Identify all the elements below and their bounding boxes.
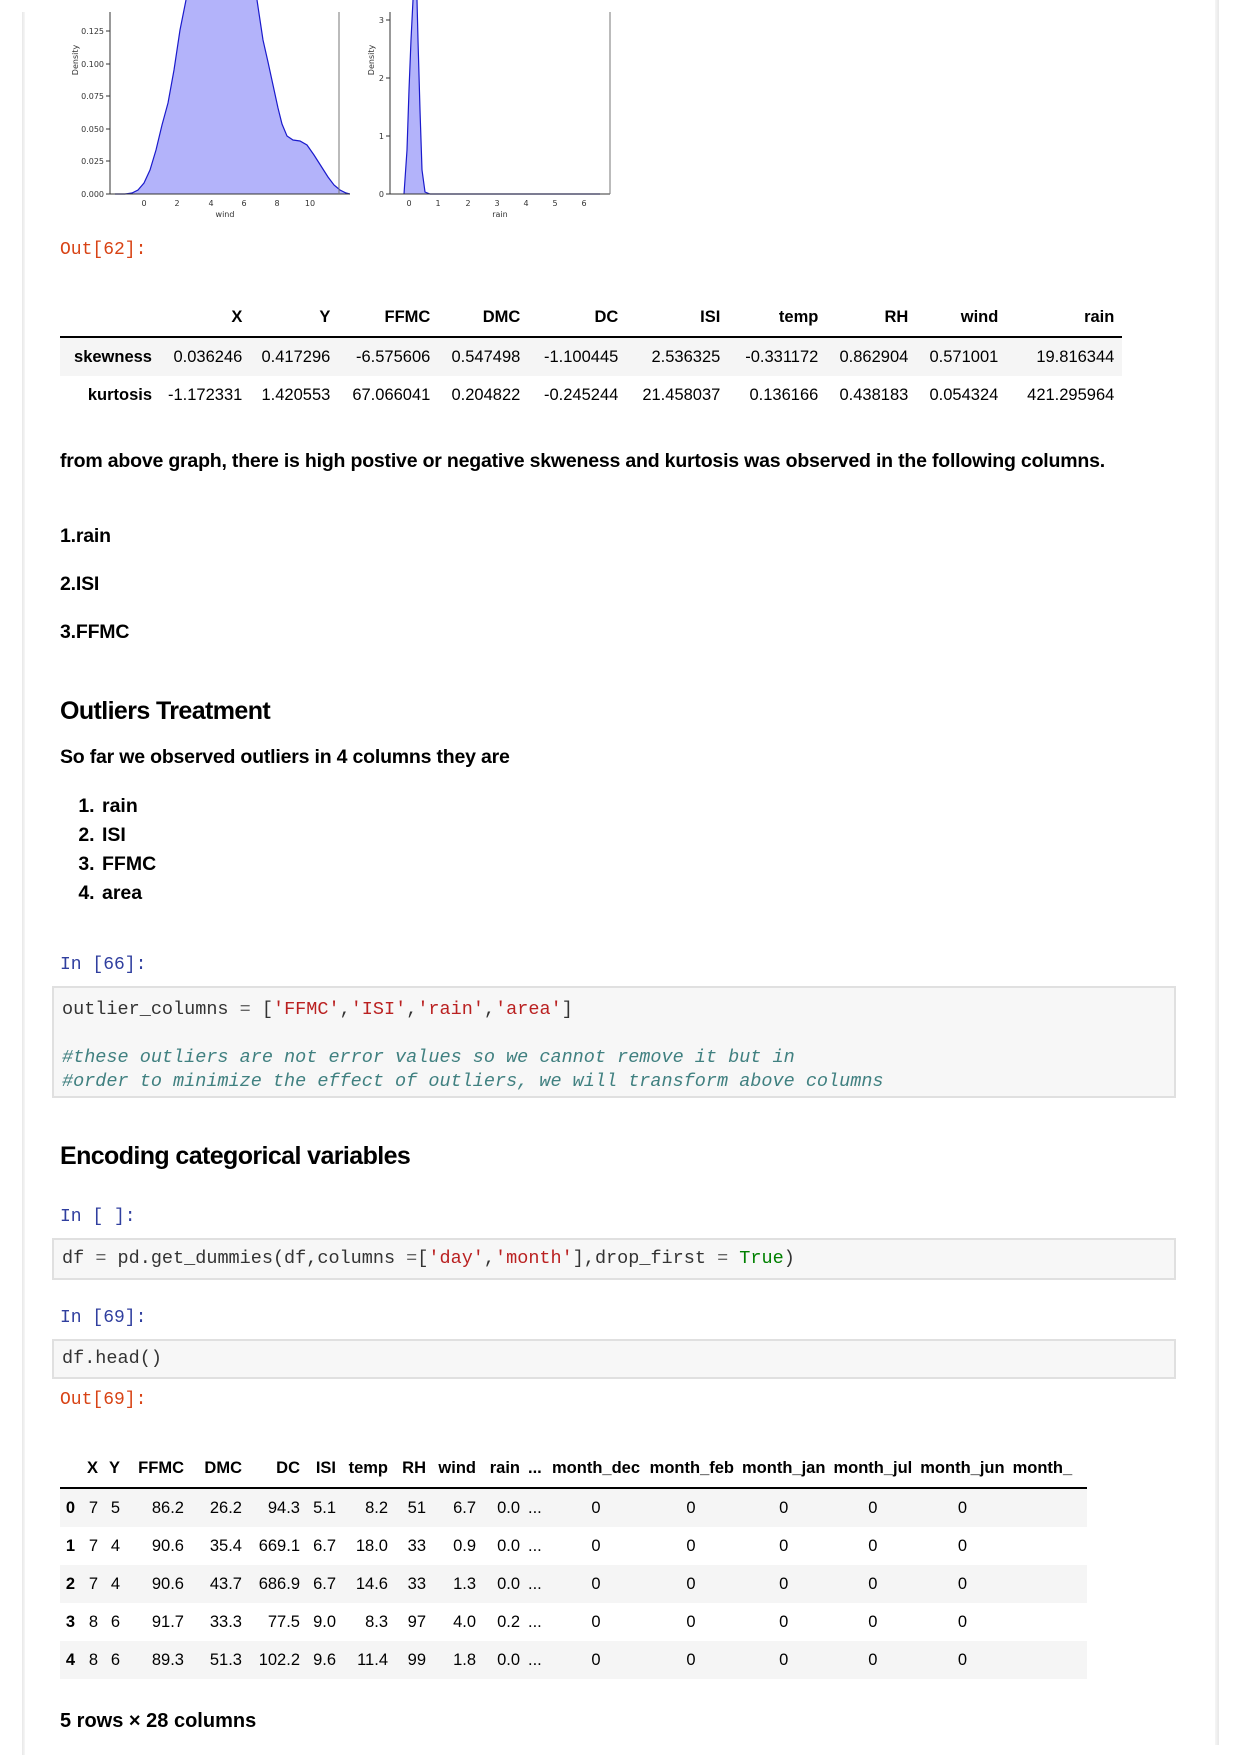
xtick: 2 xyxy=(465,199,471,208)
table-cell: 89.3 xyxy=(151,1650,184,1669)
table-cell: -1.172331 xyxy=(168,385,243,404)
row-index: 1 xyxy=(65,1536,75,1555)
code-token: 'FFMC' xyxy=(272,999,340,1020)
table-cell: 6.7 xyxy=(313,1574,336,1593)
table-cell: 0 xyxy=(868,1612,878,1631)
column-header: FFMC xyxy=(338,298,438,337)
table-cell: 0 xyxy=(779,1498,789,1517)
table-cell: 1.3 xyxy=(453,1574,476,1593)
table-cell: 0.571001 xyxy=(929,347,999,366)
y-axis-label: Density xyxy=(71,44,80,76)
column-header: wind xyxy=(430,1449,480,1488)
code-comment: #order to minimize the effect of outliers, we will transform above columns xyxy=(62,1071,884,1092)
table-cell xyxy=(1009,1641,1087,1679)
table-cell: 0 xyxy=(779,1574,789,1593)
table-cell: 0 xyxy=(957,1536,968,1555)
table-cell: ... xyxy=(528,1612,542,1631)
table-cell: 35.4 xyxy=(209,1536,242,1555)
ytick: 0.125 xyxy=(81,27,104,36)
list-item: 3. FFMC xyxy=(100,850,156,879)
code-token: 'day' xyxy=(428,1248,484,1269)
table-cell: 9.0 xyxy=(313,1612,336,1631)
ytick: 3 xyxy=(378,16,384,25)
table-cell: 0.417296 xyxy=(261,347,331,366)
code-cell-69[interactable] xyxy=(52,1339,1176,1379)
column-header: temp xyxy=(728,298,826,337)
df-shape-caption: 5 rows × 28 columns xyxy=(60,1710,257,1732)
column-header: DMC xyxy=(188,1449,246,1488)
table-cell: 0 xyxy=(591,1498,601,1517)
out-prompt-62: Out[62]: xyxy=(60,240,147,260)
column-header: month_jun xyxy=(916,1449,1008,1488)
table-cell: 7 xyxy=(88,1498,98,1517)
column-header: rain xyxy=(1006,298,1122,337)
table-cell: 19.816344 xyxy=(1036,347,1115,366)
code-token: , xyxy=(339,999,351,1020)
row-index: 3 xyxy=(65,1612,75,1631)
table-cell: 6.7 xyxy=(313,1536,336,1555)
skew-item-2: 2.ISI xyxy=(60,573,100,595)
column-header: RH xyxy=(826,298,916,337)
code-token xyxy=(728,1248,739,1269)
column-header: ... xyxy=(524,1449,548,1488)
table-cell: 102.2 xyxy=(258,1650,300,1669)
table-cell: 0.0 xyxy=(497,1650,520,1669)
row-index: 0 xyxy=(65,1498,75,1517)
list-item: 1. rain xyxy=(100,792,156,821)
column-header: Y xyxy=(250,298,338,337)
table-row xyxy=(60,1603,1087,1641)
ytick: 0.075 xyxy=(81,92,104,101)
code-comment: #these outliers are not error values so we cannot remove it but in xyxy=(62,1047,795,1068)
in-prompt-empty: In [ ]: xyxy=(60,1207,136,1227)
column-header: DMC xyxy=(438,298,528,337)
code-token: 'month' xyxy=(495,1248,573,1269)
table-cell xyxy=(1009,1603,1087,1641)
column-header: month_jan xyxy=(738,1449,829,1488)
table-cell: 0.054324 xyxy=(929,385,999,404)
wind-density-plot xyxy=(60,0,350,225)
table-cell: 0.036246 xyxy=(173,347,243,366)
xtick: 1 xyxy=(435,199,441,208)
table-cell: 0 xyxy=(686,1650,696,1669)
column-header: rain xyxy=(480,1449,524,1488)
column-header: X xyxy=(78,1449,102,1488)
column-header: ISI xyxy=(304,1449,340,1488)
table-cell: 0 xyxy=(686,1612,696,1631)
df-head-output xyxy=(60,1449,1176,1679)
table-cell: 21.458037 xyxy=(642,385,721,404)
code-token: , xyxy=(406,999,418,1020)
code-blank-line xyxy=(62,1022,1166,1046)
table-cell: ... xyxy=(528,1650,542,1669)
table-header-row xyxy=(60,1449,1087,1488)
code-token: = xyxy=(717,1248,729,1269)
code-token: = xyxy=(406,1248,418,1269)
code-cell-66[interactable] xyxy=(52,986,1176,1098)
column-header xyxy=(60,298,160,337)
column-header: ISI xyxy=(626,298,728,337)
table-cell xyxy=(1009,1527,1087,1565)
in-prompt-66: In [66]: xyxy=(60,955,147,975)
table-cell: 0.136166 xyxy=(749,385,819,404)
table-cell: 0.547498 xyxy=(451,347,521,366)
table-cell: 0.0 xyxy=(497,1498,520,1517)
table-cell: 0.2 xyxy=(497,1612,520,1631)
table-cell: 7 xyxy=(88,1574,98,1593)
table-cell: 14.6 xyxy=(355,1574,388,1593)
table-cell: 2.536325 xyxy=(651,347,721,366)
x-axis-label: wind xyxy=(215,210,235,219)
table-cell: 0.0 xyxy=(497,1536,520,1555)
column-header: month_jul xyxy=(829,1449,916,1488)
table-cell xyxy=(1009,1488,1087,1527)
table-cell: -0.331172 xyxy=(745,347,819,366)
table-cell: 0 xyxy=(591,1536,601,1555)
list-item: 4. area xyxy=(100,879,156,908)
table-cell: 0 xyxy=(591,1650,601,1669)
table-cell: 91.7 xyxy=(151,1612,184,1631)
table-cell: 0 xyxy=(957,1650,968,1669)
xtick: 2 xyxy=(174,199,180,208)
analysis-paragraph: from above graph, there is high postive or negative skweness and kurtosis was observed in the following columns. xyxy=(60,450,1105,472)
table-cell: 90.6 xyxy=(151,1536,184,1555)
column-header: temp xyxy=(340,1449,392,1488)
code-token: 'area' xyxy=(495,999,562,1020)
table-cell: 4 xyxy=(110,1574,120,1593)
code-line xyxy=(62,998,1166,1022)
table-row xyxy=(60,1565,1087,1603)
code-token: [ xyxy=(250,999,273,1020)
table-cell: 0 xyxy=(591,1574,601,1593)
ytick: 0 xyxy=(378,190,384,199)
table-cell: 0 xyxy=(957,1574,968,1593)
table-cell: 1.8 xyxy=(453,1650,476,1669)
table-cell: 43.7 xyxy=(209,1574,242,1593)
table-row xyxy=(60,337,1122,376)
table-header-row xyxy=(60,298,1122,337)
table-cell: ... xyxy=(528,1498,542,1517)
table-cell: 0.862904 xyxy=(839,347,909,366)
outliers-heading: Outliers Treatment xyxy=(60,697,271,725)
table-row xyxy=(60,1641,1087,1679)
ytick: 2 xyxy=(378,74,384,83)
ytick: 1 xyxy=(378,132,384,141)
code-line: df.head() xyxy=(62,1348,162,1369)
table-cell: 669.1 xyxy=(258,1536,300,1555)
table-cell: 33 xyxy=(407,1574,426,1593)
table-cell: 0.9 xyxy=(453,1536,476,1555)
xtick: 4 xyxy=(208,199,214,208)
xtick: 0 xyxy=(406,199,412,208)
column-header: DC xyxy=(246,1449,304,1488)
table-cell: 0 xyxy=(868,1650,878,1669)
column-header: FFMC xyxy=(124,1449,188,1488)
table-cell: 0.204822 xyxy=(451,385,521,404)
ytick: 0.050 xyxy=(81,125,104,134)
table-cell: 0 xyxy=(686,1574,696,1593)
in-prompt-69: In [69]: xyxy=(60,1308,147,1328)
table-cell: 4.0 xyxy=(453,1612,476,1631)
code-token: ] xyxy=(561,999,573,1020)
code-token: 'ISI' xyxy=(350,999,407,1020)
y-axis-label: Density xyxy=(367,44,376,76)
column-header: DC xyxy=(528,298,626,337)
code-cell-get-dummies[interactable] xyxy=(52,1238,1176,1280)
table-cell: 26.2 xyxy=(209,1498,242,1517)
table-cell: 33.3 xyxy=(209,1612,242,1631)
code-token: df xyxy=(62,1248,96,1269)
table-cell: 0 xyxy=(779,1650,789,1669)
outlier-columns-list xyxy=(60,792,156,908)
table-row xyxy=(60,1527,1087,1565)
table-cell: 1.420553 xyxy=(261,385,331,404)
table-cell: 67.066041 xyxy=(352,385,431,404)
table-cell: 0 xyxy=(779,1536,789,1555)
encoding-heading: Encoding categorical variables xyxy=(60,1142,411,1170)
row-index: kurtosis xyxy=(87,385,152,404)
table-cell: 97 xyxy=(407,1612,426,1631)
code-token: [ xyxy=(417,1248,429,1269)
page-right-edge xyxy=(1215,0,1219,1745)
code-token: pd.get_dummies(df,columns xyxy=(106,1248,407,1269)
table-cell: 686.9 xyxy=(258,1574,300,1593)
table-cell: 0 xyxy=(957,1612,968,1631)
ytick: 0.025 xyxy=(81,157,104,166)
table-cell: 77.5 xyxy=(267,1612,300,1631)
column-header xyxy=(60,1449,78,1488)
table-cell: 0 xyxy=(686,1498,696,1517)
table-cell: 11.4 xyxy=(357,1650,388,1669)
xtick: 6 xyxy=(581,199,587,208)
table-cell: 0 xyxy=(957,1498,968,1517)
table-cell: 8.2 xyxy=(365,1498,388,1517)
table-cell: 99 xyxy=(407,1650,426,1669)
table-cell xyxy=(1009,1565,1087,1603)
x-axis-label: rain xyxy=(492,210,508,219)
column-header: RH xyxy=(392,1449,430,1488)
xtick: 3 xyxy=(494,199,500,208)
code-token: outlier_columns xyxy=(62,999,240,1020)
list-item: 2. ISI xyxy=(100,821,156,850)
out-prompt-69: Out[69]: xyxy=(60,1390,147,1410)
code-token: ],drop_first xyxy=(572,1248,718,1269)
table-cell: 0 xyxy=(868,1574,878,1593)
table-cell: 4 xyxy=(110,1536,120,1555)
row-index: 4 xyxy=(65,1650,75,1669)
ytick: 0.000 xyxy=(81,190,104,199)
table-cell: 0.438183 xyxy=(839,385,909,404)
table-cell: 94.3 xyxy=(267,1498,300,1517)
table-cell: 5 xyxy=(110,1498,120,1517)
column-header: X xyxy=(160,298,250,337)
table-cell: 8.3 xyxy=(365,1612,388,1631)
table-cell: ... xyxy=(528,1536,542,1555)
column-header: wind xyxy=(916,298,1006,337)
xtick: 5 xyxy=(552,199,558,208)
table-cell: 6 xyxy=(110,1650,120,1669)
table-cell: 0 xyxy=(868,1498,878,1517)
table-cell: 5.1 xyxy=(313,1498,336,1517)
code-token: = xyxy=(239,999,251,1020)
xtick: 8 xyxy=(274,199,280,208)
table-row xyxy=(60,1488,1087,1527)
table-cell: 33 xyxy=(407,1536,426,1555)
code-token: 'rain' xyxy=(417,999,484,1020)
table-cell: -0.245244 xyxy=(544,385,619,404)
column-header: Y xyxy=(102,1449,124,1488)
table-cell: 0 xyxy=(591,1612,601,1631)
table-cell: 18.0 xyxy=(355,1536,388,1555)
outliers-paragraph: So far we observed outliers in 4 columns they are xyxy=(60,746,510,768)
table-cell: 421.295964 xyxy=(1027,385,1115,404)
column-header: month_feb xyxy=(644,1449,738,1488)
table-cell: 0 xyxy=(868,1536,878,1555)
column-header: month_ xyxy=(1009,1449,1087,1488)
xtick: 6 xyxy=(241,199,247,208)
row-index: skewness xyxy=(74,347,152,366)
column-header: month_dec xyxy=(548,1449,644,1488)
table-cell: -6.575606 xyxy=(356,347,431,366)
table-cell: 9.6 xyxy=(313,1650,336,1669)
code-token: ) xyxy=(783,1248,795,1269)
table-cell: -1.100445 xyxy=(544,347,619,366)
skew-kurtosis-table xyxy=(60,298,1122,414)
table-cell: 51 xyxy=(407,1498,426,1517)
table-cell: 8 xyxy=(88,1650,98,1669)
table-cell: 0 xyxy=(779,1612,789,1631)
page-left-edge xyxy=(22,12,25,1755)
code-token: , xyxy=(483,999,496,1020)
table-cell: 6.7 xyxy=(453,1498,476,1517)
skew-item-1: 1.rain xyxy=(60,525,111,547)
table-cell: 6 xyxy=(110,1612,120,1631)
table-row xyxy=(60,376,1122,414)
table-cell: 0.0 xyxy=(497,1574,520,1593)
xtick: 4 xyxy=(523,199,529,208)
code-token: = xyxy=(95,1248,107,1269)
code-token: , xyxy=(483,1248,496,1269)
ytick: 0.100 xyxy=(81,60,104,69)
row-index: 2 xyxy=(65,1574,75,1593)
xtick: 10 xyxy=(304,199,316,208)
code-line xyxy=(62,1247,1166,1271)
code-token: True xyxy=(739,1248,784,1269)
table-cell: 86.2 xyxy=(151,1498,184,1517)
table-cell: 0 xyxy=(686,1536,696,1555)
table-cell: 51.3 xyxy=(209,1650,242,1669)
xtick: 0 xyxy=(141,199,147,208)
df-head-table xyxy=(60,1449,1087,1679)
table-cell: 8 xyxy=(88,1612,98,1631)
rain-density-plot xyxy=(360,0,620,225)
table-cell: ... xyxy=(528,1574,542,1593)
table-cell: 7 xyxy=(88,1536,98,1555)
table-cell: 90.6 xyxy=(151,1574,184,1593)
skew-item-3: 3.FFMC xyxy=(60,621,130,643)
